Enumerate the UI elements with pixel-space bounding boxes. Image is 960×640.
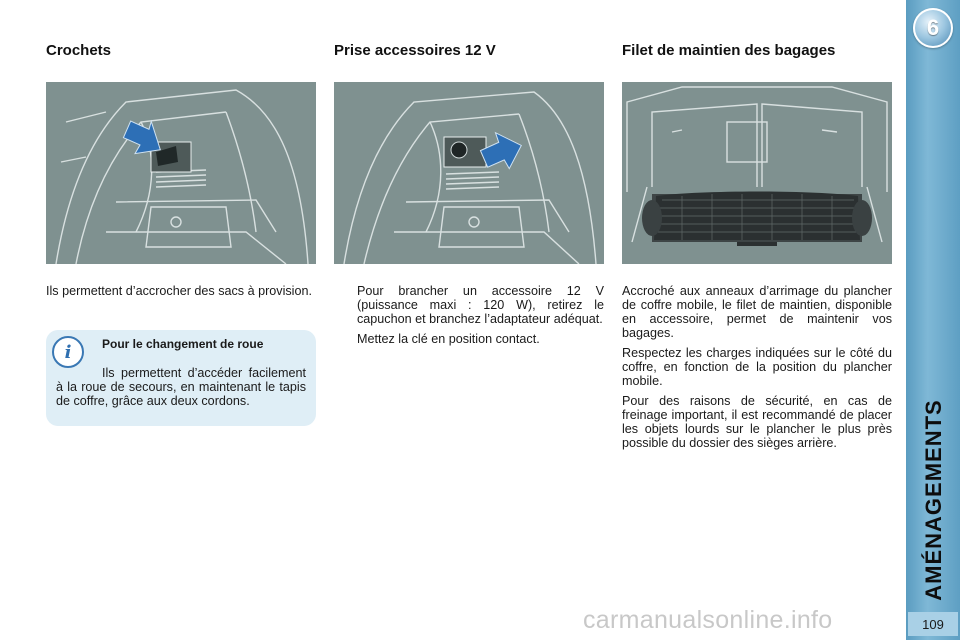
bullet-text: Pour brancher un accessoire 12 V (puissance maxi : 120 W), retirez le capuchon et branchez l’adaptateur adéquat. bbox=[357, 284, 604, 326]
filet-description bbox=[622, 284, 892, 456]
filet-paragraph: Accroché aux anneaux d’arrimage du plancher de coffre mobile, le filet de maintien, disponible en accessoire, permet de maintenir vos bagages. bbox=[622, 284, 892, 340]
trunk-hooks-illustration bbox=[46, 82, 316, 264]
section-title-prise: Prise accessoires 12 V bbox=[334, 42, 496, 59]
filet-paragraph: Respectez les charges indiquées sur le côté du coffre, en fonction de la position du plancher mobile. bbox=[622, 346, 892, 388]
crochets-description: Ils permettent d’accrocher des sacs à provision. bbox=[46, 284, 312, 298]
bullet-item bbox=[334, 284, 604, 326]
prise-instructions bbox=[334, 284, 604, 352]
bullet-text: Mettez la clé en position contact. bbox=[357, 332, 540, 346]
info-icon-glyph: i bbox=[64, 341, 72, 363]
page-number: 109 bbox=[908, 612, 958, 636]
info-box-text: Ils permettent d’accéder facilement à la roue de secours, en maintenant le tapis de coffre, grâce aux deux cordons. bbox=[56, 366, 306, 408]
info-icon bbox=[52, 336, 84, 368]
info-box-title: Pour le changement de roue bbox=[102, 337, 264, 351]
chapter-title: AMÉNAGEMENTS bbox=[921, 399, 946, 601]
bullet-item bbox=[334, 332, 604, 346]
chapter-number-badge bbox=[913, 8, 953, 48]
accessory-socket-illustration bbox=[334, 82, 604, 264]
section-title-crochets: Crochets bbox=[46, 42, 112, 59]
section-title-filet: Filet de maintien des bagages bbox=[622, 42, 836, 59]
filet-paragraph: Pour des raisons de sécurité, en cas de freinage important, il est recommandé de placer les objets lourds sur le plancher le plus près possible du dossier des sièges arrière. bbox=[622, 394, 892, 450]
luggage-net-illustration bbox=[622, 82, 892, 264]
chapter-number: 6 bbox=[926, 15, 940, 40]
watermark: carmanualsonline.info bbox=[583, 606, 833, 634]
